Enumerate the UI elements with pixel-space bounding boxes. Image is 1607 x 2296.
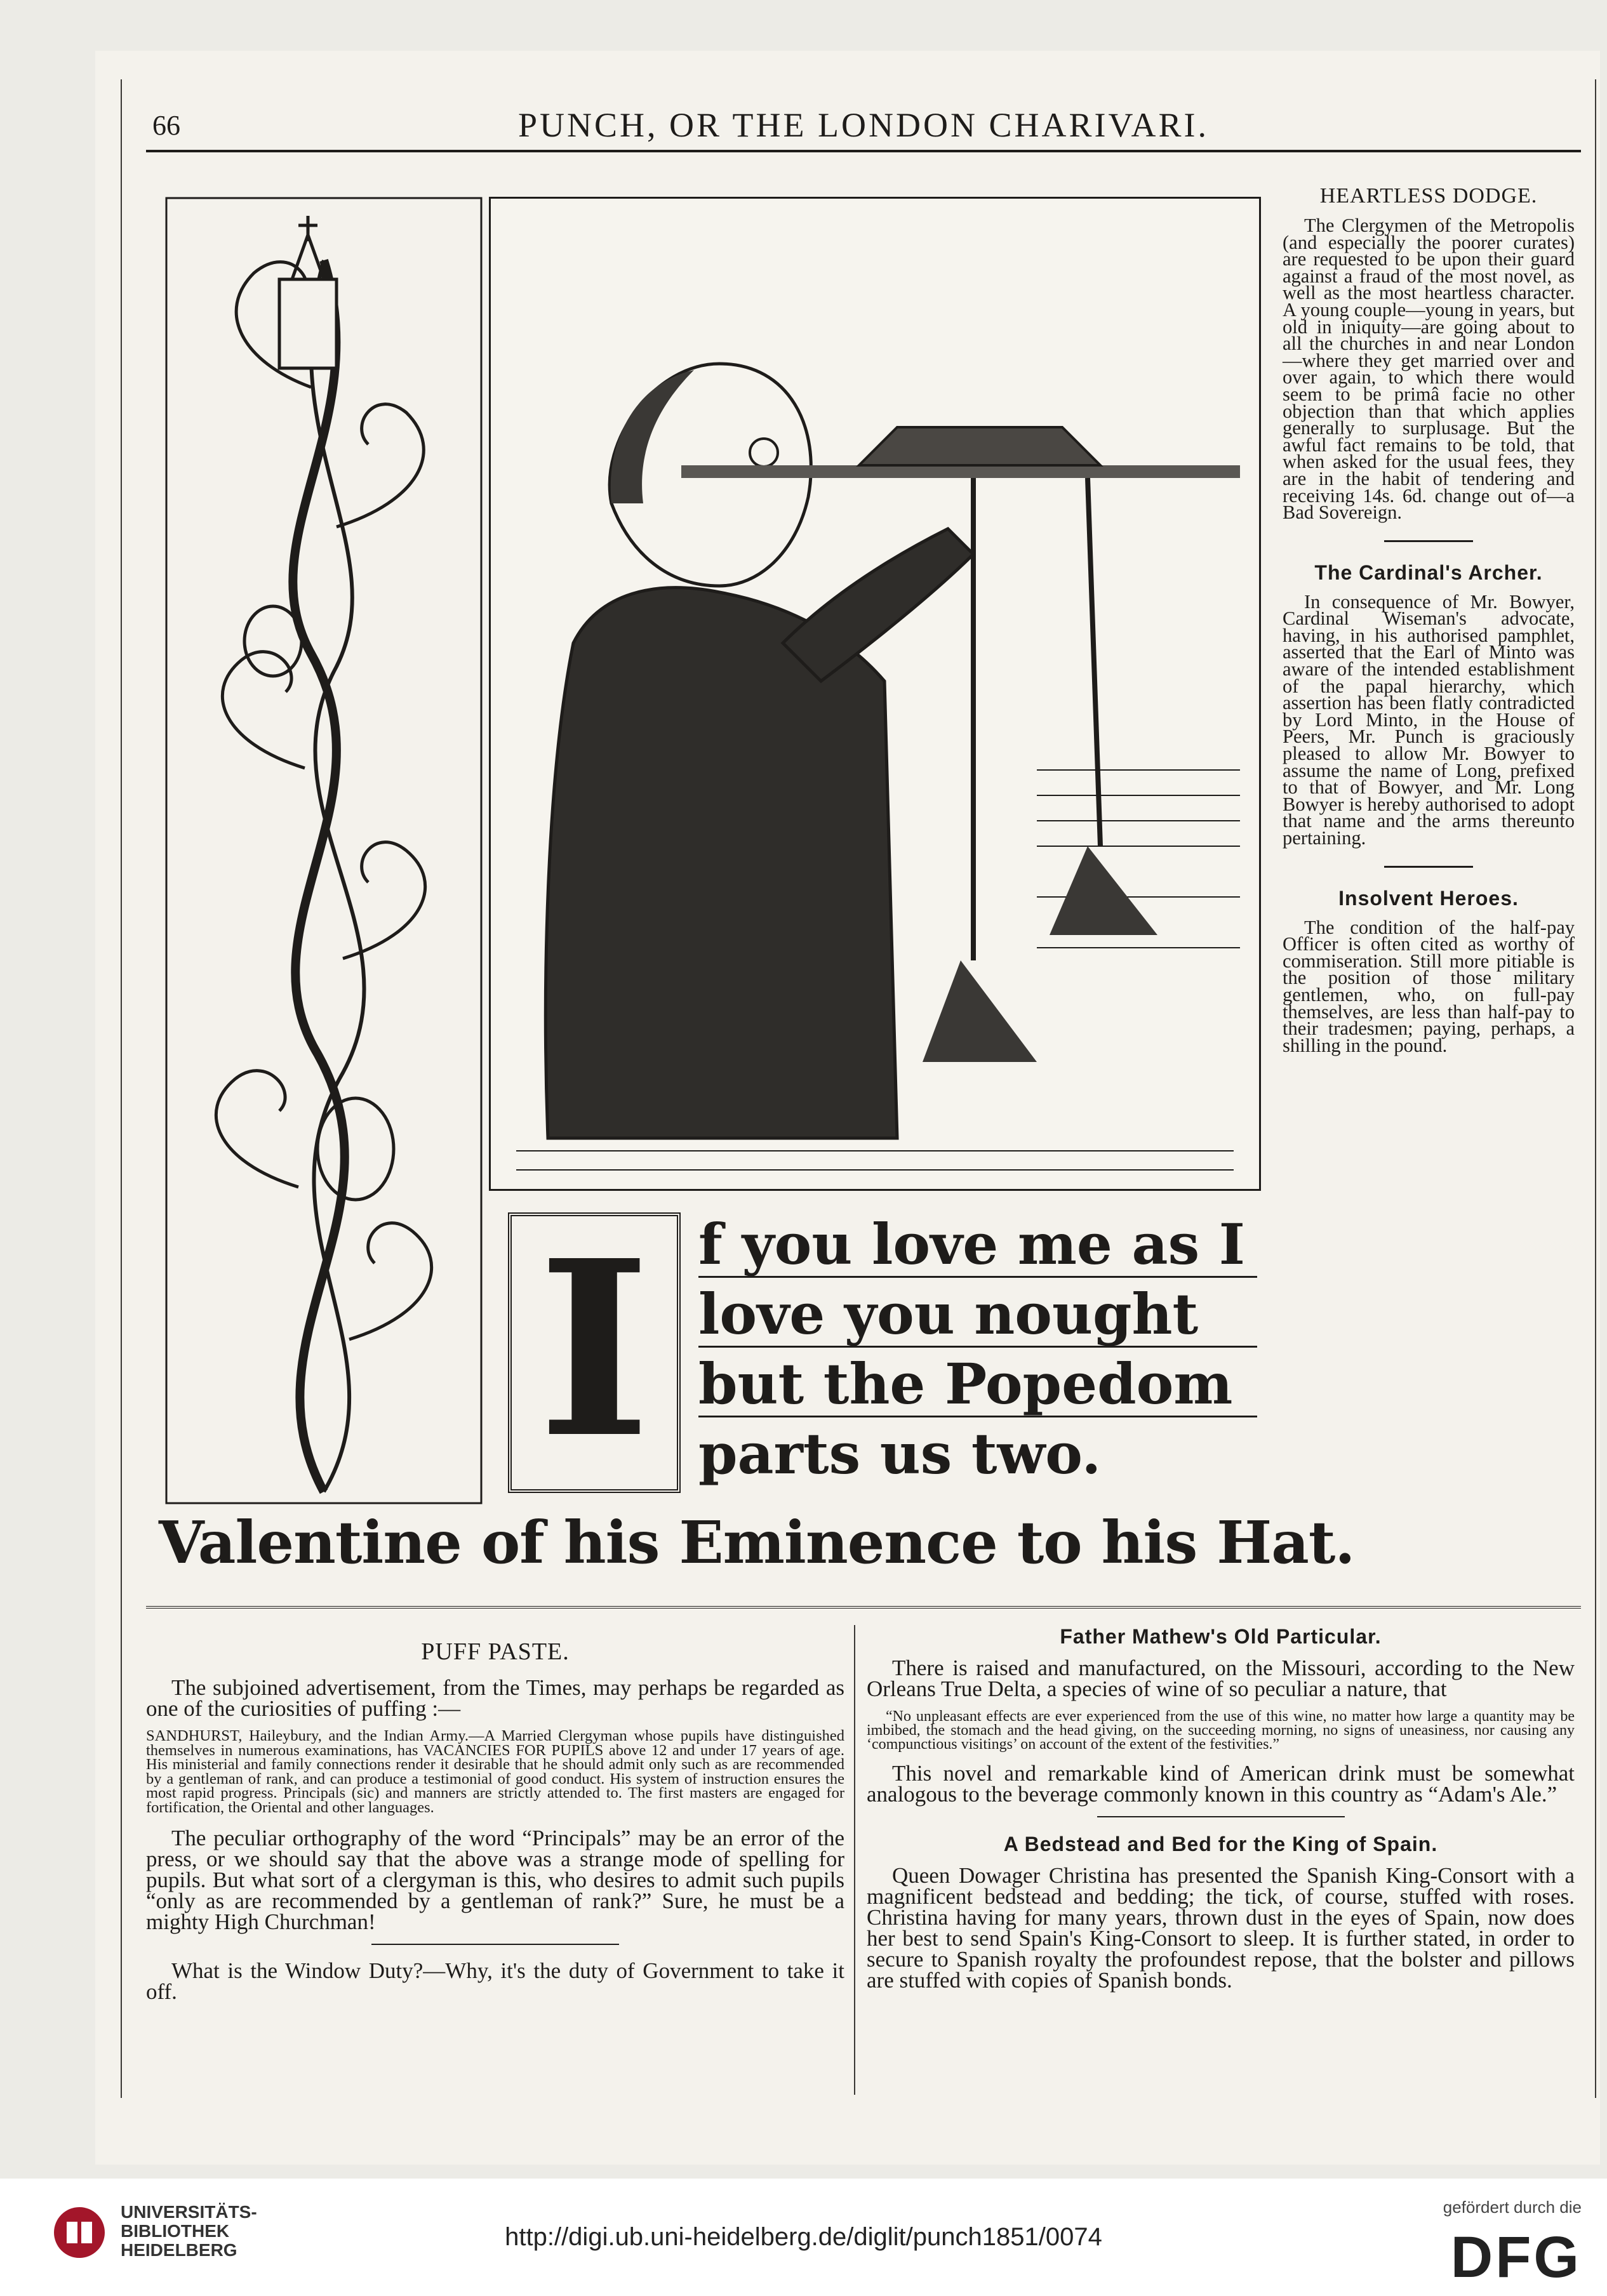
heartless-dodge-title: HEARTLESS DODGE. (1319, 184, 1538, 208)
funding-label: gefördert durch die (1443, 2198, 1582, 2217)
section-divider (1384, 540, 1473, 542)
page-number: 66 (152, 110, 180, 141)
header-rule (146, 150, 1581, 152)
university-name-line: HEIDELBERG (121, 2240, 237, 2260)
university-name-line: UNIVERSITÄTS- (121, 2202, 257, 2222)
verse-line: f you love me as I (698, 1212, 1257, 1278)
insolvent-heroes-text: The condition of the half-pay Officer is often cited as worthy of commiseration. Still more pitiable is the position of those military gentlemen, who, on full-pay themselves, are less than half-pay to their tradesmen; paying, perhaps, a shilling in the pound. (1283, 916, 1575, 1056)
heartless-dodge-text: The Clergymen of the Metropolis (and especially the poorer curates) are requested to be upon their guard against a fraud of the most novel, as well as the most heartless character. A young couple—young in years, but old in iniquity—are going about to all the churches in and near London—where they get married over and over again, to which there would seem to be primâ facie no other objection than that which applies generally to surplusage. But the awful fact remains to be told, that when asked for the usual fees, they are in the habit of tendering and receiving 14s. 6d. change out of—a Bad Sovereign. (1283, 215, 1575, 524)
column-divider (854, 1625, 855, 2095)
university-name-line: BIBLIOTHEK (121, 2221, 230, 2241)
lower-left-column (146, 1638, 844, 2012)
father-mathew-comment: This novel and remarkable kind of American drink must be somewhat analogous to the beverage commonly known in this country as “Adam's Ale.” (867, 1761, 1575, 1807)
puff-paste-title: PUFF PASTE. (421, 1638, 570, 1665)
right-column (1283, 184, 1575, 1054)
section-divider (371, 1944, 619, 1945)
cartoon-illustration (146, 184, 1355, 1593)
bedstead-text: Queen Dowager Christina has presented the Spanish King-Consort with a magnificent bedstead and bedding; the tick, of course, stuffed with roses. Christina having for many years, thrown dust in the eyes of Spain, now does her best to send Spain's King-Consort to sleep. It is further stated, in order to secure to Spanish royalty the profoundest repose, that the bolster and pillows are stuffed with copies of Spanish bonds. (867, 1863, 1575, 1993)
cartoon-caption: Valentine of his Eminence to his Hat. (159, 1508, 1355, 1577)
puff-paste-advertisement: SANDHURST, Haileybury, and the Indian Army.—A Married Clergyman whose pupils have distinguished themselves in numerous examinations, has VACANCIES FOR PUPILS above 12 and under 17 years of age. His ministerial and family connections render it desirable that he should admit only such as are recommended by a gentleman of rank, and can produce a testimonial of good conduct. His system of instruction ensures the most rapid progress. Principals (sic) and manners are strictly attended to. The first masters are engaged for fortification, the Oriental and other languages. (146, 1727, 844, 1816)
permalink-url[interactable]: http://digi.ub.uni-heidelberg.de/diglit/punch1851/0074 (505, 2223, 1102, 2251)
father-mathew-text: There is raised and manufactured, on the Missouri, according to the New Orleans True Delta, a species of wine of so peculiar a nature, that (867, 1656, 1575, 1701)
verse-line: love you nought (698, 1282, 1257, 1348)
cardinals-archer-title: The Cardinal's Archer. (1314, 561, 1543, 584)
verse-block (489, 1200, 1257, 1498)
lower-right-column (867, 1625, 1575, 2001)
viewer-footer (0, 2179, 1607, 2296)
bedstead-title: A Bedstead and Bed for the King of Spain. (1003, 1833, 1438, 1855)
verse-line: but the Popedom (698, 1352, 1257, 1417)
verse-line: parts us two. (698, 1422, 1102, 1485)
father-mathew-title: Father Mathew's Old Particular. (1060, 1625, 1382, 1648)
running-head (146, 103, 1581, 149)
puff-paste-intro: The subjoined advertisement, from the Times, may perhaps be regarded as one of the curiosities of puffing :— (146, 1675, 844, 1721)
journal-title: PUNCH, OR THE LONDON CHARIVARI. (517, 106, 1210, 144)
window-duty-text: What is the Window Duty?—Why, it's the duty of Government to take it off. (146, 1958, 844, 2004)
father-mathew-quote: “No unpleasant effects are ever experienced from the use of this wine, no matter how large a quantity may be imbibed, the stomach and the head giving, on the succeeding morning, no signs of uneasiness, nor causing any ‘compunctious visitings’ on account of the extent of the festivities.” (867, 1708, 1575, 1753)
lower-section-rule (146, 1606, 1581, 1609)
section-divider (1384, 866, 1473, 868)
cardinals-archer-text: In consequence of Mr. Bowyer, Cardinal Wiseman's advocate, having, in his authorised pamphlet, asserted that the Earl of Minto was aware of the intended establishment of the papal hierarchy, which assertion has been flatly contradicted by Lord Minto, in the House of Peers, Mr. Punch is graciously pleased to allow Mr. Bowyer to assume the name of Long, prefixed to that of Bowyer, and Mr. Long Bowyer is hereby authorised to adopt that name and the arms thereunto pertaining. (1283, 590, 1575, 849)
cartoon-picture (489, 197, 1261, 1191)
insolvent-heroes-title: Insolvent Heroes. (1338, 886, 1519, 910)
drop-cap-letter: I (538, 1207, 651, 1491)
drop-cap (508, 1207, 681, 1493)
dfg-logo: DFG (1450, 2225, 1582, 2290)
ornamental-border-image (165, 197, 483, 1504)
section-divider (1097, 1816, 1345, 1817)
puff-paste-comment: The peculiar orthography of the word “Principals” may be an error of the press, or we should say that the above was a strange mode of spelling for pupils. But what sort of a clergyman is this, who desires to admit such pupils “only as are recommended by a gentleman of rank?” Sure, he must be a mighty High Churchman! (146, 1826, 844, 1934)
